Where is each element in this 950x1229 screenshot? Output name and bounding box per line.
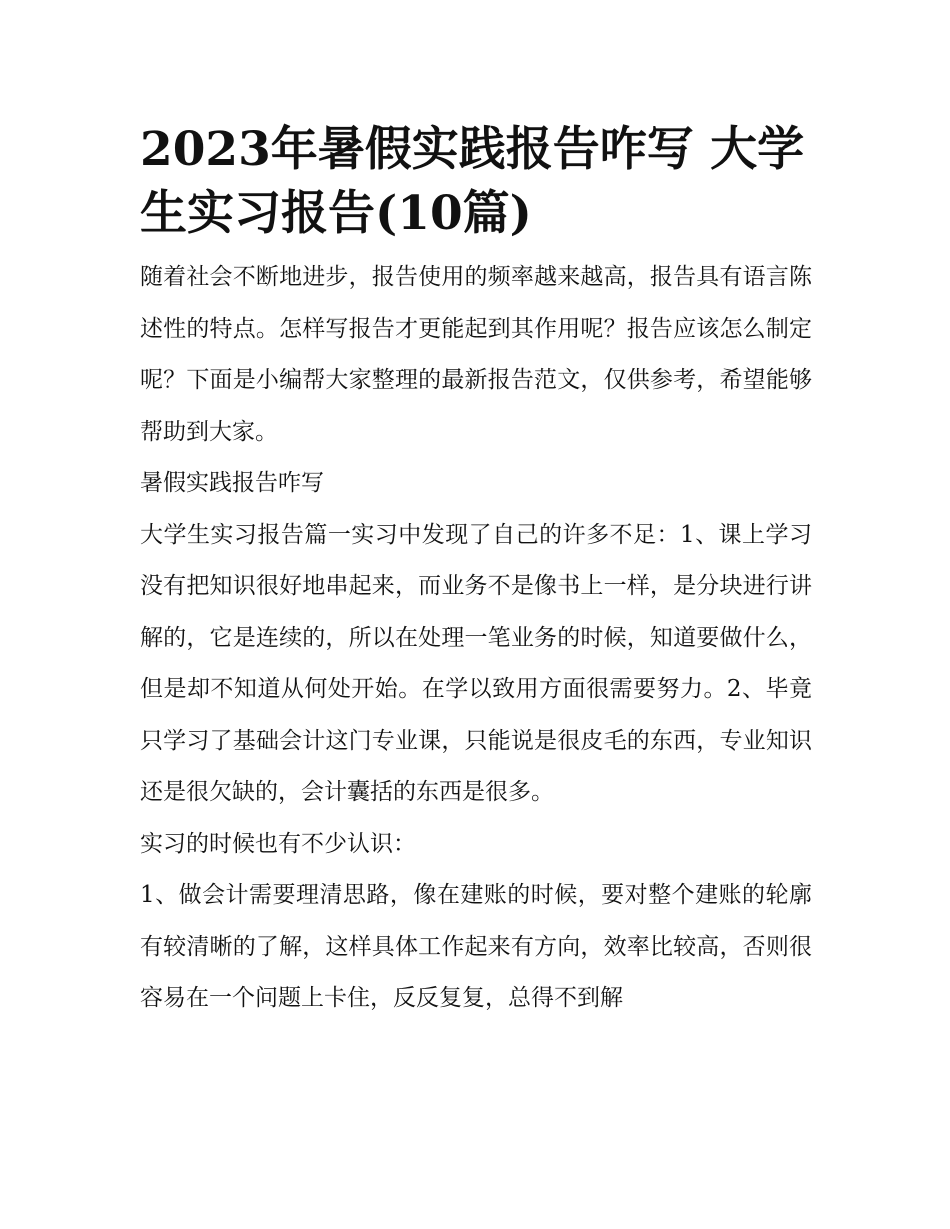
body-paragraph: 大学生实习报告篇一实习中发现了自己的许多不足：1、课上学习没有把知识很好地串起来，而业务不是像书上一样，是分块进行讲解的，它是连续的，所以在处理一笔业务的时候，知道要做什么，但是却不知道从何处开始。在学以致用方面很需要努力。2、毕竟只学习了基础会计这门专业课，只能说是很皮毛的东西，专业知识还是很欠缺的，会计囊括的东西是很多。	[140, 521, 812, 805]
document-body	[140, 118, 812, 1025]
document-title: 2023年暑假实践报告咋写 大学生实习报告(10篇)	[140, 122, 805, 241]
body-paragraph: 1、做会计需要理清思路，像在建账的时候，要对整个建账的轮廓有较清晰的了解，这样具体工作起来有方向，效率比较高，否则很容易在一个问题上卡住，反反复复，总得不到解	[140, 882, 812, 1011]
section-heading: 暑假实践报告咋写	[140, 470, 324, 496]
intro-paragraph: 随着社会不断地进步，报告使用的频率越来越高，报告具有语言陈述性的特点。怎样写报告才更能起到其作用呢？报告应该怎么制定呢？下面是小编帮大家整理的最新报告范文，仅供参考，希望能够帮助到大家。	[140, 264, 812, 445]
body-paragraph: 实习的时候也有不少认识：	[140, 830, 416, 857]
